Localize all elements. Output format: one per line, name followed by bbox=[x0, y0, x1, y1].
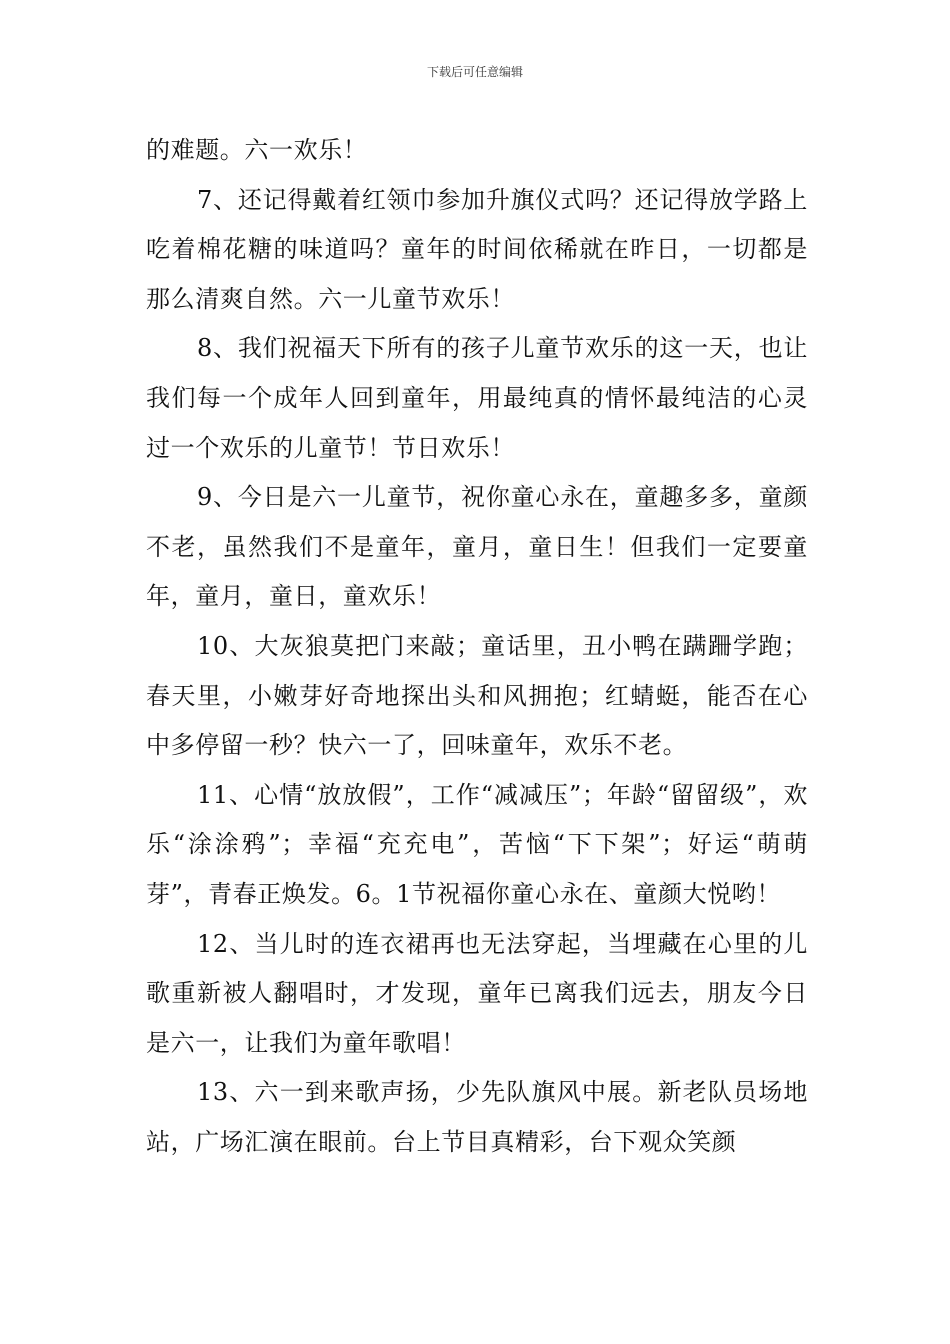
paragraph-item-8: 8、我们祝福天下所有的孩子儿童节欢乐的这一天，也让我们每一个成年人回到童年，用最纯真的情怀最纯洁的心灵过一个欢乐的儿童节！节日欢乐！ bbox=[146, 334, 808, 462]
paragraph-item-10: 10、大灰狼莫把门来敲；童话里，丑小鸭在蹒跚学跑；春天里，小嫩芽好奇地探出头和风拥抱；红蜻蜓，能否在心中多停留一秒？快六一了，回味童年，欢乐不老。 bbox=[146, 631, 808, 760]
paragraph-item-11: 11、心情“放放假”，工作“减减压”；年龄“留留级”，欢乐“涂涂鸦”；幸福“充充电”，苦恼“下下架”；好运“萌萌芽”，青春正焕发。6。1节祝福你童心永在、童颜大悦哟！ bbox=[146, 780, 808, 908]
paragraph-continuation: 的难题。六一欢乐！ bbox=[146, 136, 368, 164]
page-header: 下载后可任意编辑 bbox=[426, 65, 523, 79]
paragraph-item-12: 12、当儿时的连衣裙再也无法穿起，当埋藏在心里的儿歌重新被人翻唱时，才发现，童年已离我们远去，朋友今日是六一，让我们为童年歌唱！ bbox=[146, 929, 808, 1057]
paragraph-item-7: 7、还记得戴着红领巾参加升旗仪式吗？还记得放学路上吃着棉花糖的味道吗？童年的时间依稀就在昨日，一切都是那么清爽自然。六一儿童节欢乐！ bbox=[146, 185, 808, 313]
paragraph-item-13: 13、六一到来歌声扬，少先队旗风中展。新老队员场地站，广场汇演在眼前。台上节目真精彩，台下观众笑颜 bbox=[146, 1078, 808, 1156]
paragraph-item-9: 9、今日是六一儿童节，祝你童心永在，童趣多多，童颜不老，虽然我们不是童年，童月，童日生！但我们一定要童年，童月，童日，童欢乐！ bbox=[146, 483, 808, 611]
document-body bbox=[146, 126, 808, 1167]
